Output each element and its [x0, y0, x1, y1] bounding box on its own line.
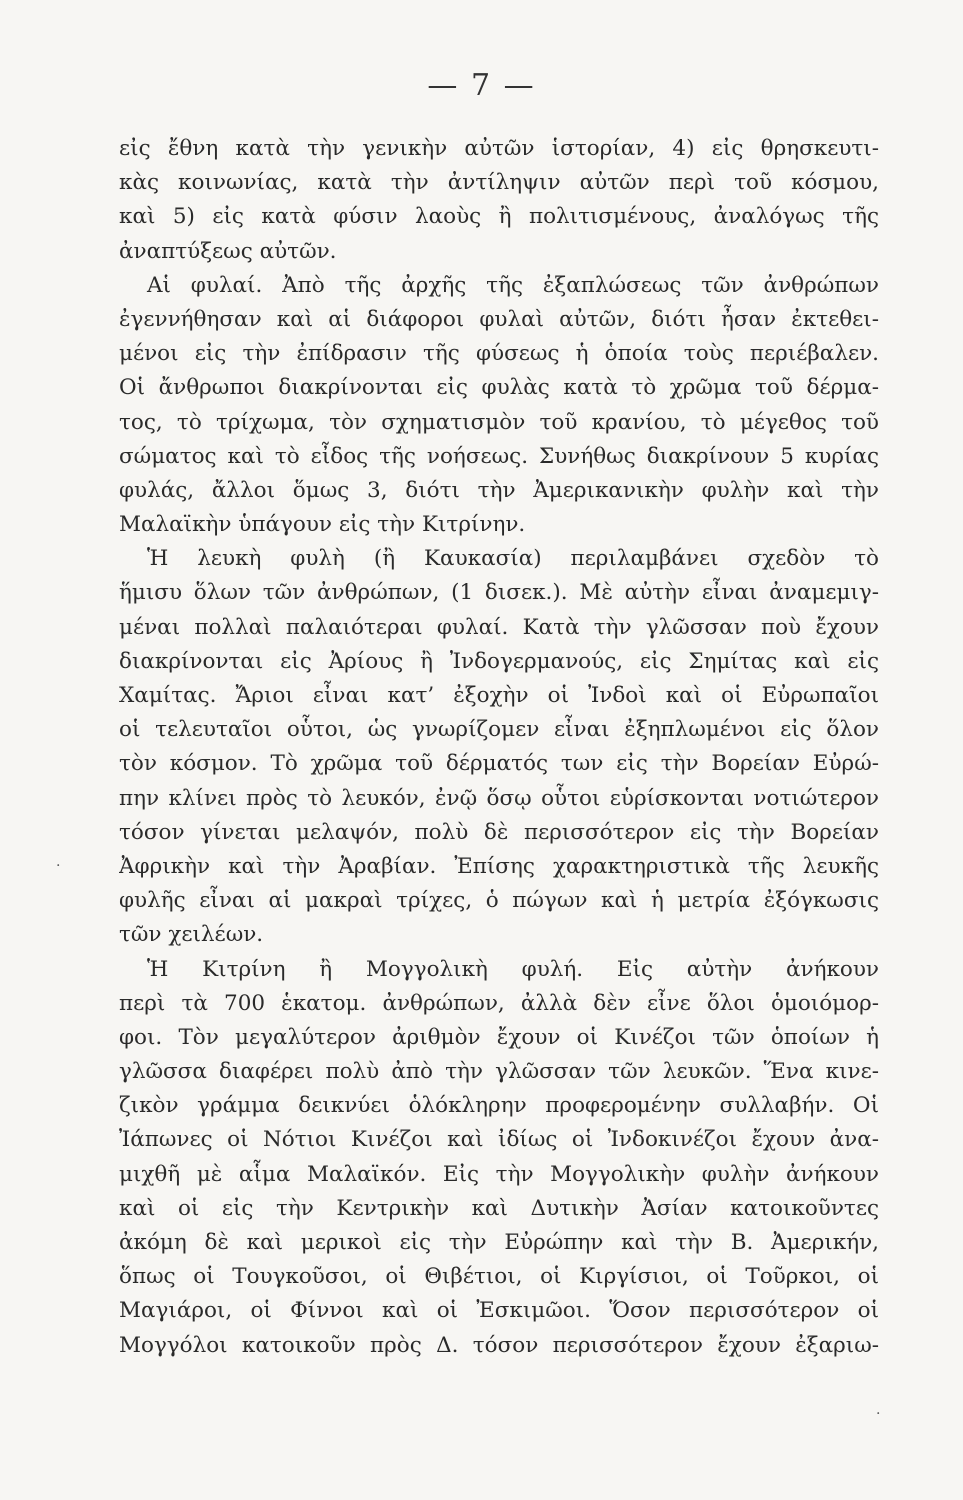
text-line: τῶν χειλέων.: [119, 922, 264, 948]
text-line: Ἡ λευκὴ φυλὴ (ἢ Καυκασία) περιλαμβάνει σχεδὸν τὸ: [147, 546, 879, 572]
text-line: Ἀφρικὴν καὶ τὴν Ἀραβίαν. Ἐπίσης χαρακτηριστικὰ τῆς λευκῆς: [119, 853, 879, 879]
text-line: ἥμισυ ὅλων τῶν ἀνθρώπων, (1 δισεκ.). Μὲ αὐτὴν εἶναι ἀναμεμιγ-: [119, 580, 879, 606]
text-line: σώματος καὶ τὸ εἶδος τῆς νοήσεως. Συνήθως διακρίνουν 5 κυρίας: [119, 443, 879, 469]
text-line: εἰς ἔθνη κατὰ τὴν γενικὴν αὐτῶν ἱστορίαν, 4) εἰς θρησκευτι-: [119, 136, 879, 161]
text-line: ἐγεννήθησαν καὶ αἱ διάφοροι φυλαὶ αὐτῶν, διότι ἦσαν ἐκτεθει-: [119, 306, 879, 332]
text-line: Μογγόλοι κατοικοῦν πρὸς Δ. τόσον περισσότερον ἔχουν ἐξαριω-: [119, 1332, 879, 1358]
text-line: κὰς κοινωνίας, κατὰ τὴν ἀντίληψιν αὐτῶν περὶ τοῦ κόσμου,: [119, 170, 879, 196]
text-line: φυλῆς εἶναι αἱ μακραὶ τρίχες, ὁ πώγων καὶ ἡ μετρία ἐξόγκωσις: [119, 888, 879, 914]
text-line: Αἱ φυλαί. Ἀπὸ τῆς ἀρχῆς τῆς ἐξαπλώσεως τῶν ἀνθρώπων: [147, 272, 879, 298]
text-line: πην κλίνει πρὸς τὸ λευκόν, ἐνῷ ὅσῳ οὗτοι εὑρίσκονται νοτιώτερον: [119, 785, 879, 811]
text-line: ἀκόμη δὲ καὶ μερικοὶ εἰς τὴν Εὐρώπην καὶ τὴν Β. Ἀμερικήν,: [119, 1230, 879, 1255]
body-text: [119, 132, 879, 1363]
text-line: μέναι πολλαὶ παλαιότεραι φυλαί. Κατὰ τὴν γλῶσσαν ποὺ ἔχουν: [119, 614, 879, 640]
text-line: μιχθῆ μὲ αἷμα Μαλαϊκόν. Εἰς τὴν Μογγολικὴν φυλὴν ἀνήκουν: [119, 1161, 879, 1187]
text-line: οἱ τελευταῖοι οὗτοι, ὡς γνωρίζομεν εἶναι ἐξηπλωμένοι εἰς ὅλον: [119, 717, 879, 743]
text-line: Ἰάπωνες οἱ Νότιοι Κινέζοι καὶ ἰδίως οἱ Ἰνδοκινέζοι ἔχουν ἀνα-: [119, 1127, 879, 1153]
page-number: — 7 —: [427, 68, 536, 103]
margin-dot: .: [876, 1402, 881, 1418]
text-line: διακρίνονται εἰς Ἀρίους ἢ Ἰνδογερμανούς, εἰς Σημίτας καὶ εἰς: [119, 648, 879, 674]
text-line: τὸν κόσμον. Τὸ χρῶμα τοῦ δέρματός των εἰς τὴν Βορείαν Εὐρώ-: [119, 751, 879, 777]
text-line: ἀναπτύξεως αὐτῶν.: [119, 238, 337, 264]
text-line: καὶ οἱ εἰς τὴν Κεντρικὴν καὶ Δυτικὴν Ἀσίαν κατοικοῦντες: [119, 1195, 879, 1221]
text-line: Ἡ Κιτρίνη ἢ Μογγολικὴ φυλή. Εἰς αὐτὴν ἀνήκουν: [147, 956, 879, 982]
text-line: ὅπως οἱ Τουγκοῦσοι, οἱ Θιβέτιοι, οἱ Κιργίσιοι, οἱ Τοῦρκοι, οἱ: [119, 1264, 879, 1290]
text-line: Μαλαϊκὴν ὑπάγουν εἰς τὴν Κιτρίνην.: [119, 512, 526, 538]
text-line: γλῶσσα διαφέρει πολὺ ἀπὸ τὴν γλῶσσαν τῶν λευκῶν. Ἕνα κινε-: [119, 1059, 879, 1085]
text-line: φυλάς, ἄλλοι ὅμως 3, διότι τὴν Ἀμερικανικὴν φυλὴν καὶ τὴν: [119, 477, 879, 503]
text-line: μένοι εἰς τὴν ἐπίδρασιν τῆς φύσεως ἡ ὁποία τοὺς περιέβαλεν.: [119, 341, 879, 367]
text-line: Οἱ ἄνθρωποι διακρίνονται εἰς φυλὰς κατὰ τὸ χρῶμα τοῦ δέρμα-: [119, 375, 879, 401]
text-line: τόσον γίνεται μελαψόν, πολὺ δὲ περισσότερον εἰς τὴν Βορείαν: [119, 819, 879, 845]
text-line: περὶ τὰ 700 ἑκατομ. ἀνθρώπων, ἀλλὰ δὲν εἶνε ὅλοι ὁμοιόμορ-: [119, 990, 879, 1016]
text-line: ζικὸν γράμμα δεικνύει ὁλόκληρην προφερομένην συλλαβήν. Οἱ: [119, 1093, 879, 1119]
text-line: καὶ 5) εἰς κατὰ φύσιν λαοὺς ἢ πολιτισμένους, ἀναλόγως τῆς: [119, 204, 879, 230]
margin-dot: .: [56, 854, 61, 870]
text-line: τος, τὸ τρίχωμα, τὸν σχηματισμὸν τοῦ κρανίου, τὸ μέγεθος τοῦ: [119, 409, 879, 435]
text-line: φοι. Τὸν μεγαλύτερον ἀριθμὸν ἔχουν οἱ Κινέζοι τῶν ὁποίων ἡ: [119, 1024, 879, 1050]
text-line: Μαγιάροι, οἱ Φίννοι καὶ οἱ Ἐσκιμῶοι. Ὅσον περισσότερον οἱ: [119, 1298, 879, 1324]
text-line: Χαμίτας. Ἄριοι εἶναι κατ’ ἐξοχὴν οἱ Ἰνδοὶ καὶ οἱ Εὐρωπαῖοι: [119, 683, 879, 708]
